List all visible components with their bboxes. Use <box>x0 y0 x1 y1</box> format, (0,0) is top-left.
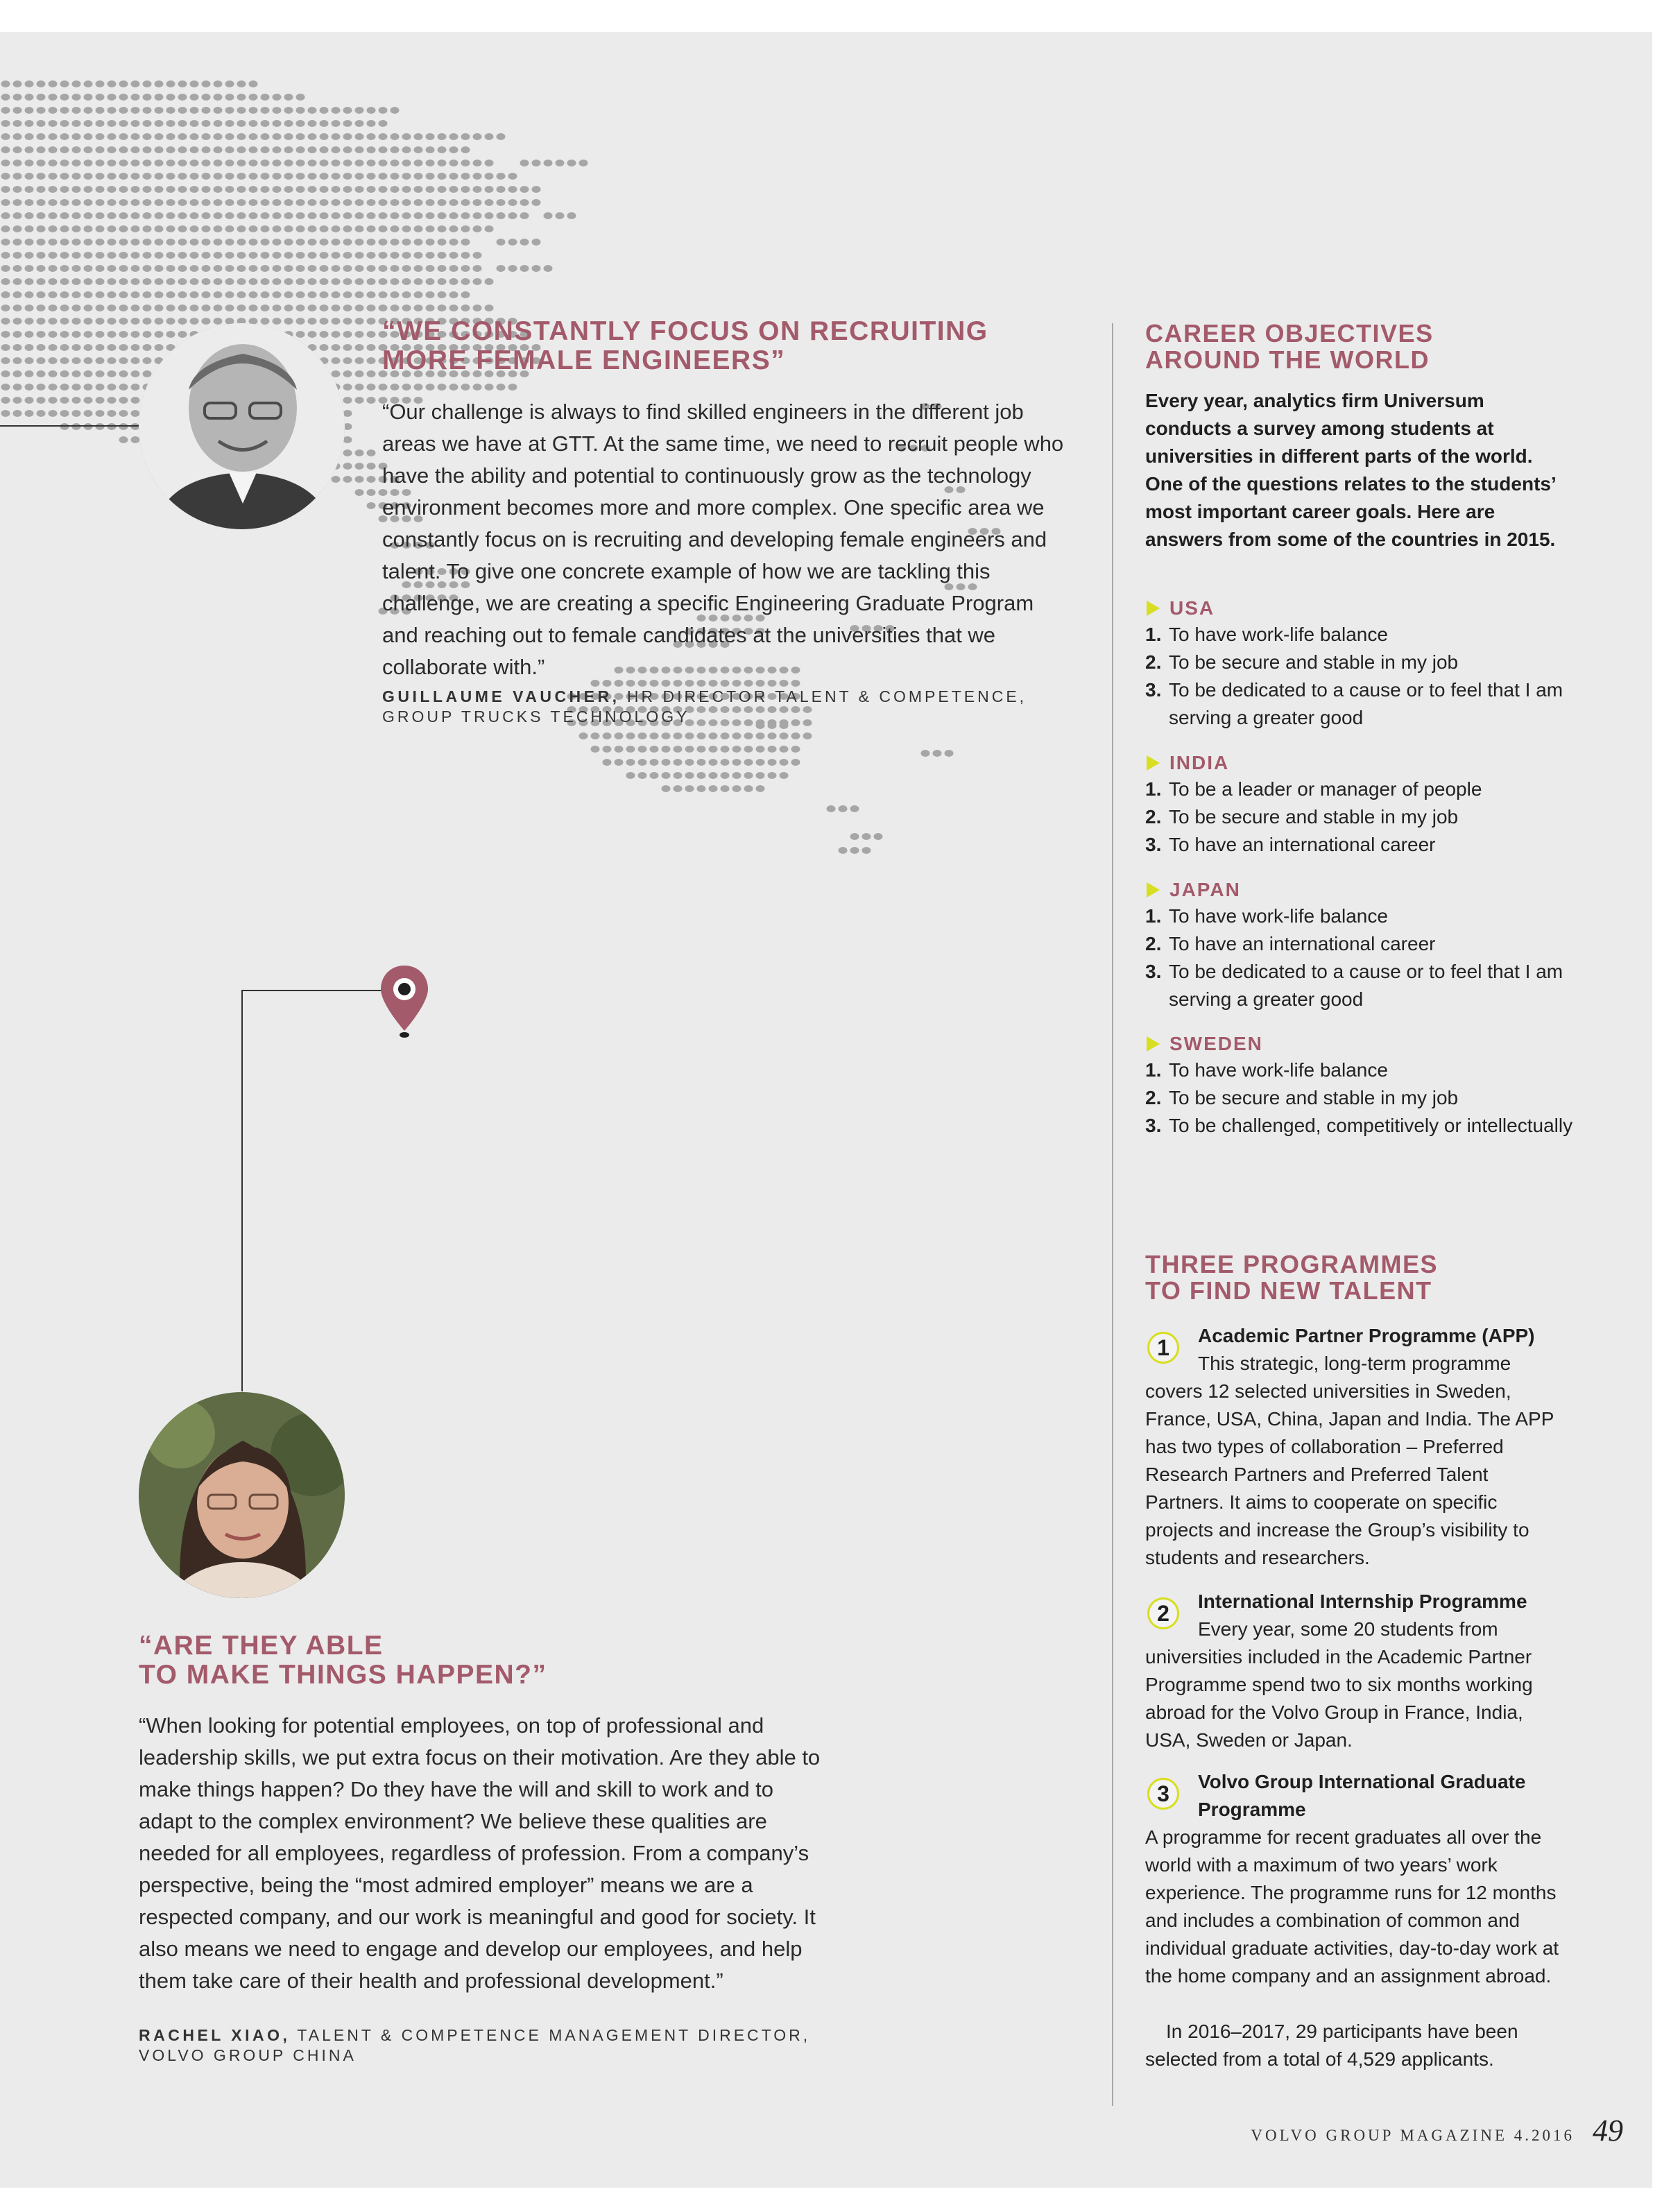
map-dot <box>626 759 635 766</box>
goal-item: 1. To have work-life balance <box>1145 905 1388 927</box>
map-dot <box>485 305 494 311</box>
map-dot <box>449 173 458 180</box>
map-dot <box>473 278 482 285</box>
map-dot <box>933 750 942 757</box>
programme-text: This strategic, long-term programme covers 12 selected universities in Sweden, France, USA, China, Japan and India. The APP has two types of collaboration – Preferred Research Partners and Preferred Talent Partners. It aims to cooperate on specific projects and increase the Group’s visibility to students and researchers. <box>1145 1353 1554 1568</box>
map-dot <box>674 732 683 739</box>
map-dot <box>744 732 753 739</box>
map-dot <box>485 160 494 166</box>
map-dot <box>638 772 647 779</box>
map-dot <box>674 772 683 779</box>
map-dot <box>426 146 435 153</box>
map-dot <box>567 212 576 219</box>
triangle-bullet-icon <box>1147 755 1160 771</box>
goal-item: 2. To have an international career <box>1145 933 1436 954</box>
map-dot <box>438 186 447 193</box>
map-dot <box>615 746 624 753</box>
map-dot <box>473 173 482 180</box>
map-dot <box>650 759 659 766</box>
map-dot <box>426 278 435 285</box>
map-dot <box>449 160 458 166</box>
career-intro: Every year, analytics firm Universum conducts a survey among students at universities in different parts of the world. One of the questions relates to the students’ most important career goals. Here are answers from some of the countries in 2015. <box>1145 390 1556 550</box>
map-dot <box>461 173 470 180</box>
map-dot <box>497 133 506 140</box>
quote1-name: GUILLAUME VAUCHER, <box>382 687 620 705</box>
map-dot <box>732 772 742 779</box>
triangle-bullet-icon <box>1147 1036 1160 1052</box>
map-dot <box>485 278 494 285</box>
map-dot <box>473 265 482 272</box>
map-dot <box>426 305 435 311</box>
map-dot <box>461 146 470 153</box>
map-dot <box>662 785 671 792</box>
map-dot <box>461 225 470 232</box>
map-dot <box>426 173 435 180</box>
map-dot <box>685 759 694 766</box>
map-dot <box>709 785 718 792</box>
connector-lines <box>0 32 416 1419</box>
map-dot <box>485 384 494 391</box>
map-dot <box>520 199 529 206</box>
map-dot <box>497 384 506 391</box>
map-dot <box>426 239 435 246</box>
quote1-title <box>382 317 988 375</box>
map-dot <box>497 173 506 180</box>
quote2-org: VOLVO GROUP CHINA <box>139 2046 357 2064</box>
map-dot <box>485 173 494 180</box>
map-dot <box>685 785 694 792</box>
portrait-guillaume-vaucher <box>139 323 345 529</box>
map-dot <box>532 239 541 246</box>
map-dot <box>497 186 506 193</box>
goal-item: 1. To have work-life balance <box>1145 1059 1388 1081</box>
map-dot <box>756 732 765 739</box>
goal-item: 3. To have an international career <box>1145 834 1436 855</box>
map-dot <box>449 305 458 311</box>
map-dot <box>461 384 470 391</box>
map-dot <box>945 750 954 757</box>
map-dot <box>438 305 447 311</box>
goal-item: 3. To be dedicated to a cause or to feel that I am serving a greater good <box>1145 679 1563 728</box>
quote2-role: TALENT & COMPETENCE MANAGEMENT DIRECTOR, <box>290 2026 811 2044</box>
map-dot <box>438 384 447 391</box>
map-dot <box>520 212 529 219</box>
map-dot <box>556 212 565 219</box>
map-dot <box>791 732 800 739</box>
map-dot <box>638 746 647 753</box>
map-dot <box>438 160 447 166</box>
map-dot <box>520 239 529 246</box>
map-dot <box>485 133 494 140</box>
country-name: SWEDEN <box>1169 1033 1263 1054</box>
page-number: 49 <box>1593 2114 1623 2147</box>
map-dot <box>850 805 859 812</box>
map-dot <box>709 759 718 766</box>
map-dot <box>485 225 494 232</box>
map-dot <box>850 833 859 840</box>
map-dot <box>827 805 836 812</box>
column-divider <box>1112 323 1113 2106</box>
map-dot <box>685 746 694 753</box>
map-dot <box>520 160 529 166</box>
map-dot <box>438 291 447 298</box>
map-dot <box>721 746 730 753</box>
map-dot <box>449 146 458 153</box>
goal-item: 2. To be secure and stable in my job <box>1145 1087 1459 1108</box>
programme-name: Volvo Group International Graduate Programme <box>1198 1771 1526 1820</box>
map-dot <box>662 732 671 739</box>
map-dot <box>532 160 541 166</box>
map-dot <box>426 252 435 259</box>
country-japan <box>1145 877 1575 1013</box>
number-badge: 1 <box>1147 1332 1179 1364</box>
map-dot <box>544 212 553 219</box>
map-dot <box>685 732 694 739</box>
map-dot <box>438 212 447 219</box>
programmes-title-line2: TO FIND NEW TALENT <box>1145 1276 1432 1305</box>
country-usa <box>1145 596 1575 732</box>
country-sweden <box>1145 1031 1575 1140</box>
map-dot <box>697 785 706 792</box>
goal-item: 3. To be challenged, competitively or intellectually <box>1145 1115 1573 1136</box>
programme-extra: In 2016–2017, 29 participants have been selected from a total of 4,529 applicants. <box>1145 2021 1518 2070</box>
goal-item: 1. To have work-life balance <box>1145 624 1388 645</box>
map-dot <box>603 746 612 753</box>
map-dot <box>426 384 435 391</box>
map-dot <box>449 265 458 272</box>
map-dot <box>638 732 647 739</box>
map-dot <box>497 239 506 246</box>
map-dot <box>508 173 517 180</box>
quote1-org: GROUP TRUCKS TECHNOLOGY <box>382 708 690 726</box>
map-dot <box>709 746 718 753</box>
map-dot <box>850 847 859 854</box>
map-dot <box>473 252 482 259</box>
map-dot <box>438 278 447 285</box>
map-dot <box>579 732 588 739</box>
map-dot <box>756 772 765 779</box>
map-dot <box>438 173 447 180</box>
map-dot <box>756 746 765 753</box>
map-dot <box>732 785 742 792</box>
map-dot <box>438 133 447 140</box>
map-dot <box>732 732 742 739</box>
map-dot <box>780 732 789 739</box>
map-dot <box>426 186 435 193</box>
programme-3 <box>1145 1768 1565 2087</box>
map-dot <box>579 160 588 166</box>
person-silhouette-icon <box>139 323 345 529</box>
map-dot <box>768 746 777 753</box>
quote2-title-line2: TO MAKE THINGS HAPPEN?” <box>139 1660 547 1690</box>
map-dot <box>744 746 753 753</box>
map-dot <box>461 252 470 259</box>
map-dot <box>426 291 435 298</box>
map-dot <box>473 384 482 391</box>
map-dot <box>473 305 482 311</box>
map-dot <box>449 252 458 259</box>
programmes-title <box>1145 1251 1438 1304</box>
map-dot <box>485 212 494 219</box>
map-dot <box>426 133 435 140</box>
map-dot <box>485 186 494 193</box>
map-dot <box>721 732 730 739</box>
map-dot <box>520 186 529 193</box>
map-dot <box>674 785 683 792</box>
map-dot <box>449 239 458 246</box>
goal-item: 3. To be dedicated to a cause or to feel that I am serving a greater good <box>1145 961 1563 1010</box>
map-dot <box>591 746 600 753</box>
map-dot <box>921 750 930 757</box>
programme-text: A programme for recent graduates all over the world with a maximum of two years’ work experience. The programme runs for 12 months and includes a combination of common and individual graduate activities, day-to-day work at the home company and an assignment abroad. <box>1145 1826 1559 1987</box>
map-dot <box>438 265 447 272</box>
country-name: JAPAN <box>1169 879 1241 900</box>
map-dot <box>650 746 659 753</box>
map-dot <box>544 265 553 272</box>
map-dot <box>532 265 541 272</box>
map-dot <box>662 746 671 753</box>
map-dot <box>532 186 541 193</box>
map-dot <box>449 384 458 391</box>
map-dot <box>839 805 848 812</box>
map-dot <box>473 212 482 219</box>
map-dot <box>449 199 458 206</box>
map-dot <box>744 785 753 792</box>
map-dot <box>426 160 435 166</box>
triangle-bullet-icon <box>1147 601 1160 616</box>
map-dot <box>768 772 777 779</box>
map-dot <box>473 225 482 232</box>
map-dot <box>591 732 600 739</box>
quote1-title-line2: MORE FEMALE ENGINEERS” <box>382 345 786 375</box>
quote2-name: RACHEL XIAO, <box>139 2026 291 2044</box>
map-dot <box>461 278 470 285</box>
programme-name: International Internship Programme <box>1198 1591 1527 1612</box>
map-dot <box>650 772 659 779</box>
map-dot <box>461 291 470 298</box>
map-dot <box>426 265 435 272</box>
map-dot <box>461 160 470 166</box>
map-dot <box>697 759 706 766</box>
map-dot <box>497 212 506 219</box>
map-dot <box>862 833 871 840</box>
map-dot <box>544 160 553 166</box>
map-dot <box>791 759 800 766</box>
map-dot <box>732 746 742 753</box>
goal-item: 1. To be a leader or manager of people <box>1145 778 1482 800</box>
map-dot <box>862 847 871 854</box>
map-dot <box>697 772 706 779</box>
map-pin-icon <box>377 961 432 1045</box>
quote1-title-line1: “WE CONSTANTLY FOCUS ON RECRUITING <box>382 316 988 346</box>
country-name: USA <box>1169 597 1215 619</box>
map-dot <box>532 199 541 206</box>
map-dot <box>626 746 635 753</box>
map-dot <box>508 384 517 391</box>
magazine-page <box>0 32 1652 2188</box>
map-dot <box>485 199 494 206</box>
map-dot <box>768 732 777 739</box>
map-dot <box>438 146 447 153</box>
map-dot <box>744 759 753 766</box>
map-dot <box>662 772 671 779</box>
map-dot <box>662 759 671 766</box>
map-dot <box>508 239 517 246</box>
map-dot <box>756 759 765 766</box>
map-dot <box>709 772 718 779</box>
map-dot <box>768 759 777 766</box>
map-dot <box>449 278 458 285</box>
programme-1 <box>1145 1322 1565 1568</box>
map-dot <box>697 732 706 739</box>
quote1-role: HR DIRECTOR TALENT & COMPETENCE, <box>619 687 1027 705</box>
map-dot <box>438 252 447 259</box>
map-dot <box>473 186 482 193</box>
map-dot <box>508 186 517 193</box>
number-badge: 2 <box>1147 1597 1179 1629</box>
map-dot <box>615 732 624 739</box>
map-dot <box>473 133 482 140</box>
map-dot <box>473 160 482 166</box>
map-dot <box>615 759 624 766</box>
map-dot <box>732 759 742 766</box>
map-dot <box>473 199 482 206</box>
map-dot <box>780 772 789 779</box>
map-dot <box>426 212 435 219</box>
number-badge: 3 <box>1147 1778 1179 1810</box>
map-dot <box>803 732 812 739</box>
map-dot <box>744 772 753 779</box>
programme-name: Academic Partner Programme (APP) <box>1198 1325 1535 1346</box>
map-dot <box>721 772 730 779</box>
map-dot <box>461 239 470 246</box>
map-dot <box>874 833 883 840</box>
programme-2 <box>1145 1588 1565 1754</box>
map-dot <box>426 225 435 232</box>
portrait-rachel-xiao <box>139 1392 345 1598</box>
map-dot <box>780 759 789 766</box>
map-dot <box>438 225 447 232</box>
map-dot <box>449 133 458 140</box>
map-dot <box>638 759 647 766</box>
map-dot <box>567 160 576 166</box>
map-dot <box>603 732 612 739</box>
map-dot <box>839 847 848 854</box>
triangle-bullet-icon <box>1147 882 1160 898</box>
magazine-name: VOLVO GROUP MAGAZINE 4.2016 <box>1251 2127 1575 2144</box>
map-dot <box>780 746 789 753</box>
map-dot <box>508 265 517 272</box>
page-footer <box>1235 2113 1623 2148</box>
map-dot <box>756 785 765 792</box>
quote2-body: “When looking for potential employees, on top of professional and leadership skills, we put extra focus on their motivation. Are they able to make things happen? Do they have the will and skill to work and to adapt to the complex environment? We believe these qualities are needed for all employees, regardless of profession. From a company’s perspective, being the “most admired employer” means we are a respected company, and our work is meaningful and good for society. It also means we need to engage and develop our employees, and help them take care of their health and professional development.” <box>139 1713 821 1993</box>
country-name: INDIA <box>1169 752 1230 773</box>
programme-text: Every year, some 20 students from universities included in the Academic Partner Programme spend two to six months working abroad for the Volvo Group in France, India, USA, Sweden or Japan. <box>1145 1618 1533 1751</box>
map-dot <box>438 239 447 246</box>
map-dot <box>709 732 718 739</box>
programmes-title-line1: THREE PROGRAMMES <box>1145 1250 1439 1278</box>
person-silhouette-icon <box>139 1392 345 1598</box>
map-dot <box>461 133 470 140</box>
map-dot <box>449 186 458 193</box>
map-dot <box>674 746 683 753</box>
map-dot <box>674 759 683 766</box>
map-dot <box>556 160 565 166</box>
map-dot <box>497 199 506 206</box>
quote1-attribution <box>382 687 1097 727</box>
map-dot <box>508 199 517 206</box>
map-dot <box>697 746 706 753</box>
country-india <box>1145 751 1575 859</box>
map-dot <box>685 772 694 779</box>
map-dot <box>426 199 435 206</box>
map-dot <box>508 212 517 219</box>
goal-item: 2. To be secure and stable in my job <box>1145 806 1459 828</box>
map-dot <box>721 785 730 792</box>
goal-item: 2. To be secure and stable in my job <box>1145 651 1459 673</box>
map-dot <box>497 265 506 272</box>
map-dot <box>449 212 458 219</box>
map-dot <box>449 291 458 298</box>
quote2-title-line1: “ARE THEY ABLE <box>139 1631 384 1661</box>
quote2-title <box>139 1631 547 1690</box>
map-dot <box>438 199 447 206</box>
map-dot <box>626 772 635 779</box>
map-dot <box>791 746 800 753</box>
map-dot <box>603 759 612 766</box>
map-dot <box>461 199 470 206</box>
map-dot <box>650 732 659 739</box>
map-dot <box>461 305 470 311</box>
map-dot <box>721 759 730 766</box>
quote1-body: “Our challenge is always to find skilled engineers in the different job areas we have at GTT. At the same time, we need to recruit people who have the ability and potential to continuously grow as the technology environment becomes more and more complex. One specific area we constantly focus on is recruiting and developing female engineers and talent. To give one concrete example of how we are tackling this challenge, we are creating a specific Engineering Graduate Program and reaching out to female candidates at the universities that we collaborate with.” <box>382 400 1064 679</box>
career-title-line2: AROUND THE WORLD <box>1145 345 1430 374</box>
map-dot <box>449 225 458 232</box>
map-dot <box>461 265 470 272</box>
map-dot <box>461 212 470 219</box>
career-title-line1: CAREER OBJECTIVES <box>1145 319 1434 348</box>
career-title <box>1145 320 1434 373</box>
map-dot <box>520 265 529 272</box>
map-dot <box>461 186 470 193</box>
quote2-attribution <box>139 2025 902 2066</box>
map-dot <box>626 732 635 739</box>
